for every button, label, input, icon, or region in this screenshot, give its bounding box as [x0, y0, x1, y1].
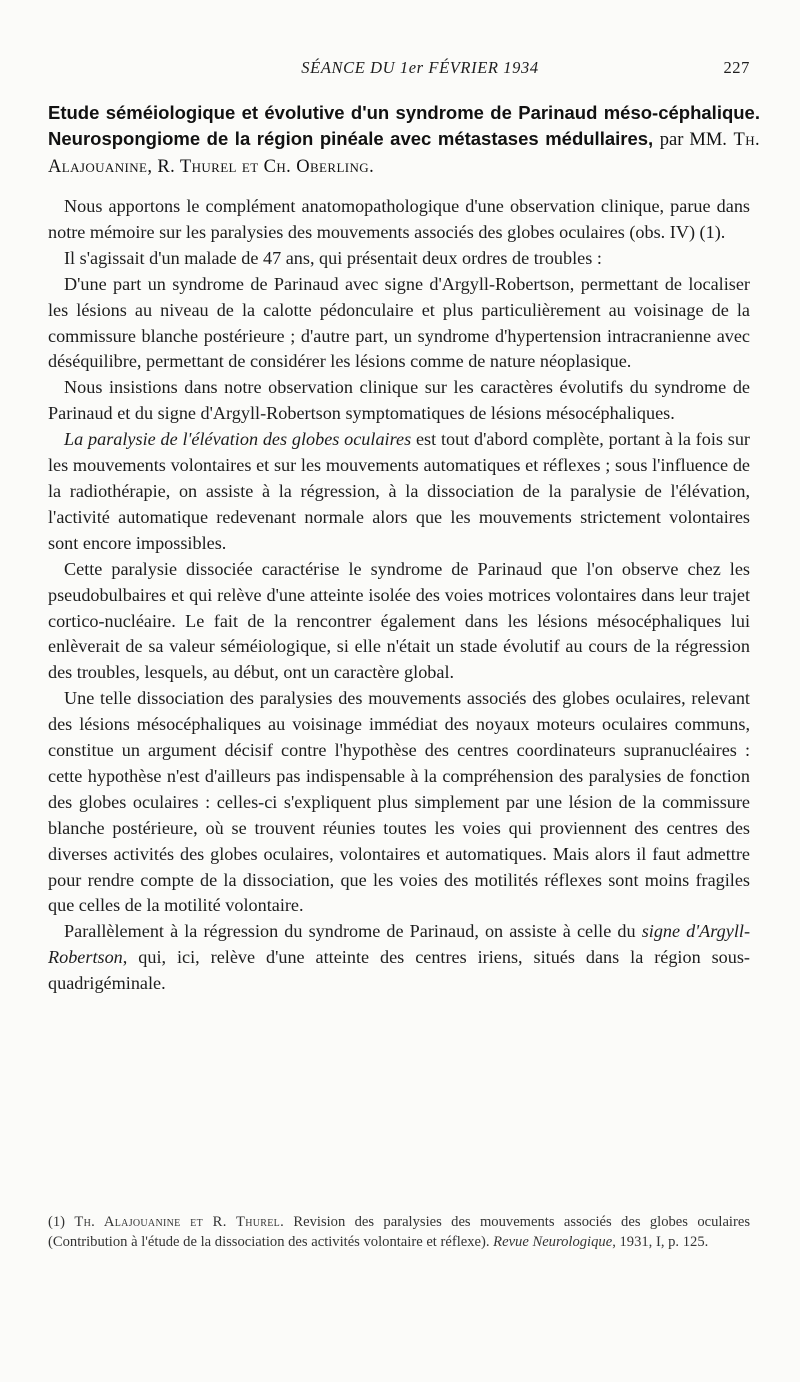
paragraph-8-before: Parallèlement à la régression du syndrome de Parinaud, on assiste à celle du [64, 921, 642, 942]
footnote-ref: , 1931, I, p. 125. [612, 1234, 709, 1250]
footnote-journal: Revue Neurologique [493, 1234, 613, 1250]
paragraph-8-italic: signe d'Argyll-Robertson [48, 921, 750, 968]
paragraph-5-italic-lead: La paralysie de l'élévation des globes oculaires [64, 429, 412, 450]
article-by: par MM. [659, 130, 727, 150]
paragraph-2: Il s'agissait d'un malade de 47 ans, qui présentait deux ordres de troubles : [64, 247, 602, 268]
paragraph-4: Nous insistions dans notre observation clinique sur les caractères évolutifs du syndrome de Parinaud et du signe d'Argyll-Robertson symptomatiques de lésions mésocéphaliques. [48, 377, 750, 424]
paragraph-6: Cette paralysie dissociée caractérise le syndrome de Parinaud que l'on observe chez les pseudobulbaires et qui relève d'une atteinte isolée des voies motrices volontaires dans leur trajet cortico-nucléaire. Le fait de la rencontrer également dans les lésions mésocéphaliques lui enlèverait de sa valeur séméiologique, si elle n'était un stade évolutif au cours de la régression des troubles, lesquels, au début, ont un caractère global. [48, 558, 750, 683]
paragraph-5 [48, 427, 750, 557]
paragraph-8 [48, 919, 750, 997]
page-number: 227 [723, 58, 750, 77]
paragraph-7: Une telle dissociation des paralysies des mouvements associés des globes oculaires, relevant des lésions mésocéphaliques au voisinage immédiat des noyaux moteurs oculaires communs, constitue un argument décisif contre l'hypothèse des centres coordinateurs supranucléaires : cette hypothèse n'est d'ailleurs pas indispensable à la compréhension des paralysies de fonction des globes oculaires : celles-ci s'expliquent plus simplement par une lésion de la commissure blanche postérieure, où se trouvent réunies toutes les voies qui proviennent des centres des diverses activités des globes oculaires, volontaires et automatiques. Mais alors il faut admettre pour rendre compte de la dissociation, que les voies des motilités réflexes sont moins fragiles que celles de la motilité volontaire. [48, 688, 750, 916]
paragraph-8-after: , qui, ici, relève d'une atteinte des centres iriens, situés dans la région sous-quadrigéminale. [48, 947, 750, 994]
paragraph-5-text: est tout d'abord complète, portant à la fois sur les mouvements volontaires et sur les mouvements automatiques et réflexes ; sous l'influence de la radiothérapie, on assiste à la régression, à la dissociation de la paralysie de l'élévation, l'activité automatique redevenant normale alors que les mouvements strictement volontaires sont encore impossibles. [48, 429, 750, 553]
article-body [48, 194, 750, 997]
running-head-title: SÉANCE DU 1er FÉVRIER 1934 [301, 58, 539, 77]
footnote [48, 1212, 750, 1252]
paragraph-1: Nous apportons le complément anatomopathologique d'une observation clinique, parue dans notre mémoire sur les paralysies des mouvements associés des globes oculaires (obs. IV) (1). [48, 196, 750, 242]
running-head [50, 58, 750, 82]
article-authors: Th. Alajouanine, R. Thurel et Ch. Oberling. [48, 130, 761, 177]
article-title-text: Etude séméiologique et évolutive d'un syndrome de Parinaud méso-céphalique. Neurospongiome de la région pinéale avec métastases médullaires, [48, 102, 760, 149]
article-title [48, 100, 760, 180]
paragraph-3: D'une part un syndrome de Parinaud avec signe d'Argyll-Robertson, permettant de localiser les lésions au niveau de la calotte pédonculaire et plus particulièrement au voisinage de la commissure blanche postérieure ; d'autre part, un syndrome d'hypertension intracranienne avec déséquilibre, permettant de considérer les lésions comme de nature néoplasique. [48, 273, 750, 372]
footnote-text: Revision des paralysies des mouvements associés des globes oculaires (Contribution à l'étude de la dissociation des activités volontaire et réflexe). [48, 1214, 750, 1250]
footnote-authors: Th. Alajouanine et R. Thurel. [74, 1214, 285, 1230]
footnote-marker: (1) [48, 1214, 66, 1230]
